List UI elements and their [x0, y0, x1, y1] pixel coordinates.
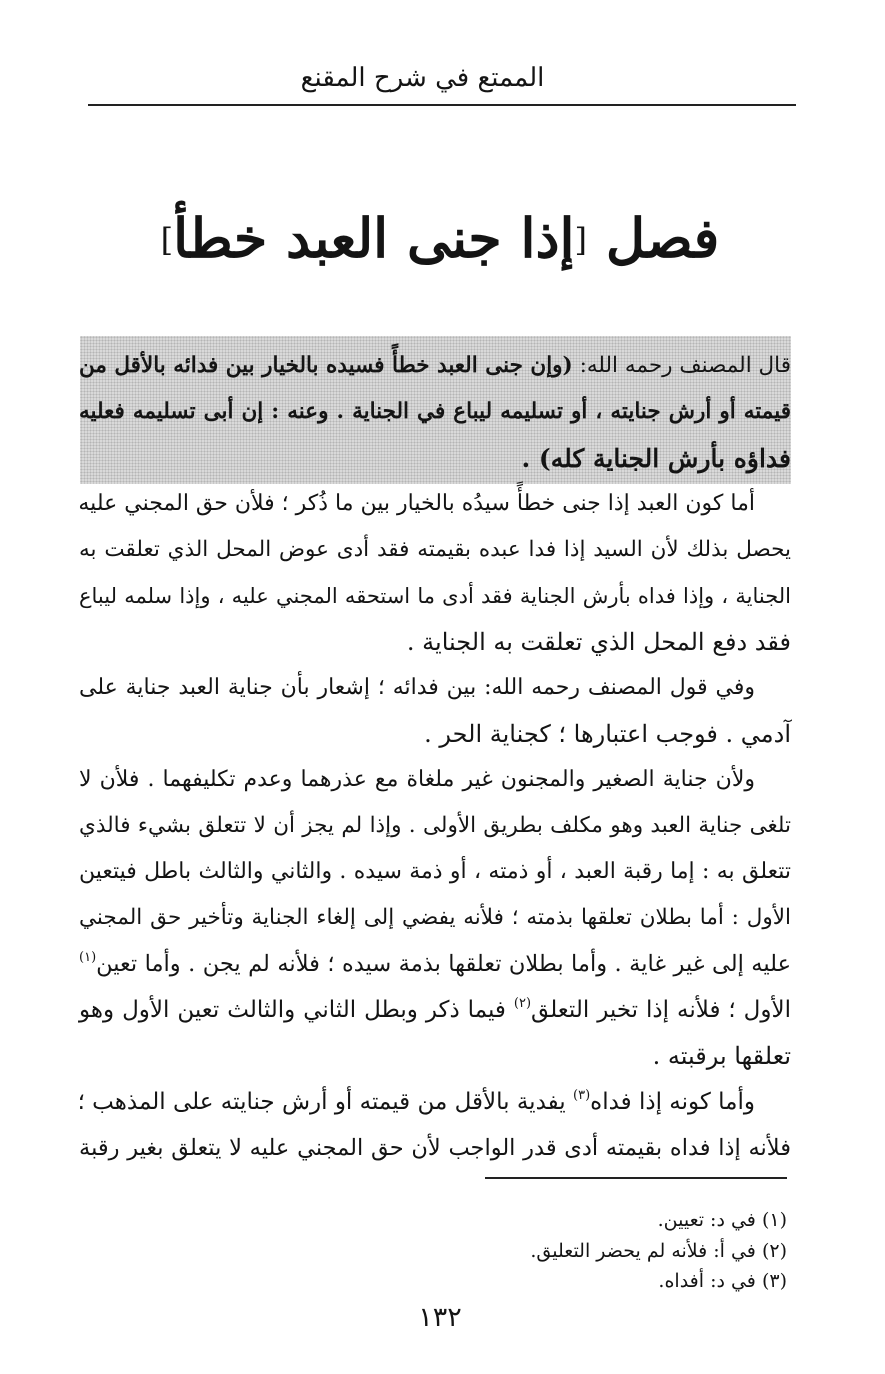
footnote-text: في د: أفداه.	[658, 1270, 756, 1292]
bracket-close: ]	[160, 221, 174, 259]
quote-line	[79, 349, 791, 383]
footnote-marker: (٢)	[761, 1240, 787, 1262]
quote-intro: قال المصنف رحمه الله:	[572, 353, 791, 378]
body-line: الأول : أما بطلان تعلقها بذمته ؛ فلأنه يفضي إلى إلغاء الجناية وتأخير حق المجني	[79, 905, 791, 930]
running-header: الممتع في شرح المقنع	[300, 63, 545, 93]
footnote	[387, 1206, 787, 1234]
section-prefix: فصل	[605, 206, 720, 270]
footnote	[387, 1237, 787, 1265]
footnote-text: في د: تعيين.	[657, 1209, 756, 1231]
body-line	[79, 946, 791, 982]
body-line: آدمي . فوجب اعتبارها ؛ كجناية الحر .	[424, 720, 791, 748]
footnote-ref: (١)	[79, 950, 97, 965]
body-text: فيما ذكر وبطل الثاني والثالث تعين الأول وهو	[79, 997, 514, 1023]
footnote-ref: (٣)	[573, 1088, 591, 1103]
body-line: يحصل بذلك لأن السيد إذا فدا عبده بقيمته فقد أدى عوض المحل الذي تعلقت به	[79, 537, 791, 562]
body-line: تعلقها برقبته .	[652, 1042, 791, 1070]
footnote-rule	[485, 1177, 787, 1179]
footnote	[387, 1267, 787, 1295]
body-line: ولأن جناية الصغير والمجنون غير ملغاة مع عذرهما وعدم تكليفهما . فلأن لا	[79, 767, 755, 792]
footnote-marker: (٣)	[761, 1270, 787, 1292]
footnote-marker: (١)	[761, 1209, 787, 1231]
quote-text: قيمته أو أرش جنايته ، أو تسليمه ليباع في الجناية . وعنه : إن أبى تسليمه فعليه	[79, 399, 791, 424]
footnote-ref: (٢)	[513, 996, 532, 1011]
body-line: فلأنه إذا فداه بقيمته أدى قدر الواجب لأن حق المجني عليه لا يتعلق بغير رقبة	[79, 1135, 791, 1161]
quote-text: فداؤه بأرش الجناية كله) .	[521, 444, 791, 473]
section-heading: إذا جنى العبد خطأ	[173, 206, 575, 270]
body-line: تلغى جناية العبد وهو مكلف بطريق الأولى . وإذا لم يجز أن لا تتعلق بشيء فالذي	[79, 813, 791, 838]
body-line: الجناية ، وإذا فداه بأرش الجناية فقد أدى ما استحقه المجني عليه ، وإذا سلمه ليباع	[79, 584, 791, 608]
body-line: وفي قول المصنف رحمه الله: بين فدائه ؛ إشعار بأن جناية العبد جناية على	[79, 675, 756, 700]
body-text: يفدية بالأقل من قيمته أو أرش جنايته على المذهب ؛	[77, 1089, 573, 1115]
quote-line	[79, 442, 791, 476]
body-text: الأول ؛ فلأنه إذا تخير التعلق	[531, 997, 791, 1023]
body-text: وأما كونه إذا فداه	[590, 1089, 755, 1115]
body-line: فقد دفع المحل الذي تعلقت به الجناية .	[406, 628, 791, 656]
body-line: أما كون العبد إذا جنى خطأً سيدُه بالخيار بين ما ذُكر ؛ فلأن حق المجني عليه	[78, 491, 755, 516]
header-rule	[88, 104, 796, 106]
body-line: تتعلق به : إما رقبة العبد ، أو ذمته ، أو ذمة سيده . والثاني والثالث باطل فيتعين	[79, 859, 791, 884]
quote-text: (وإن جنى العبد خطأً فسيده بالخيار بين فدائه بالأقل من	[79, 353, 573, 378]
body-line	[79, 1084, 755, 1120]
footnote-text: في أ: فلأنه لم يحضر التعليق.	[530, 1240, 756, 1262]
page-number: ١٣٢	[418, 1302, 462, 1333]
section-title	[150, 198, 730, 280]
body-line	[79, 992, 791, 1028]
body-text: عليه إلى غير غاية . وأما بطلان تعلقها بذمة سيده ؛ فلأنه لم يجن . وأما تعين	[96, 951, 791, 977]
quote-line	[79, 395, 791, 429]
bracket-open: [	[574, 221, 588, 259]
